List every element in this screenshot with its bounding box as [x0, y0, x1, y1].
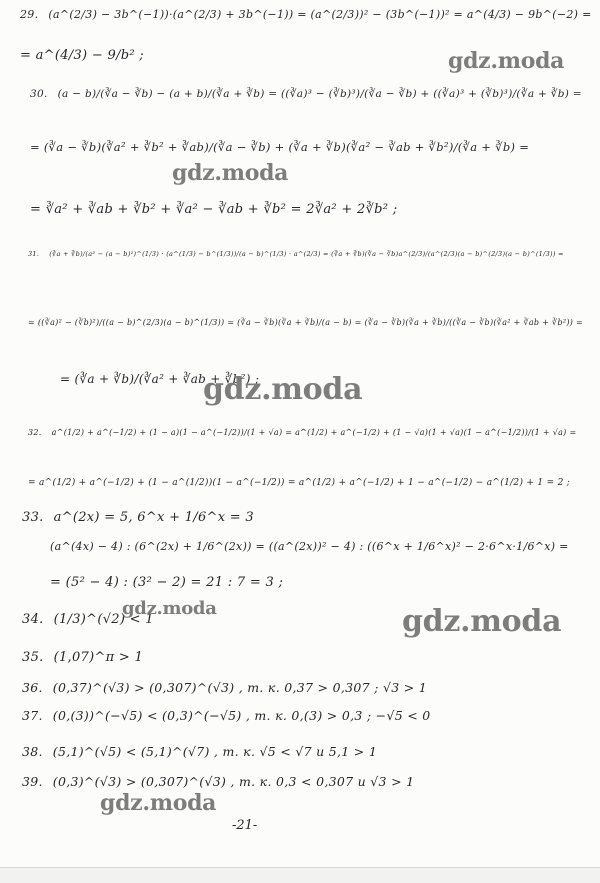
solution-line	[30, 202, 397, 217]
exercise-number: 33.	[22, 510, 44, 525]
math-expression: = ∛a² + ∛ab + ∛b² + ∛a² − ∛ab + ∛b² = 2∛a² + 2∛b² ;	[30, 202, 398, 217]
math-expression: (a − b)/(∛a − ∛b) − (a + b)/(∛a + ∛b) = ((∛a)³ − (∛b)³)/(∛a − ∛b) + ((∛a)³ + (∛b)³)/(∛a + ∛b) =	[57, 88, 582, 100]
exercise-number: 30.	[30, 88, 48, 100]
solution-line	[28, 428, 576, 437]
solution-line	[22, 774, 414, 789]
watermark: gdz.moda	[448, 48, 565, 74]
solution-line	[30, 140, 529, 154]
watermark: gdz.moda	[100, 790, 217, 816]
solution-line	[28, 250, 564, 258]
math-expression: = a^(1/2) + a^(−1/2) + (1 − a^(1/2))(1 − a^(−1/2)) = a^(1/2) + a^(−1/2) + 1 − a^(−1/2) − a^(1/2) + 1 = 2 ;	[28, 478, 571, 488]
scan-bottom-edge	[0, 868, 600, 883]
math-expression: (1/3)^(√2) < 1	[53, 612, 154, 627]
math-expression: (1,07)^π > 1	[53, 650, 144, 665]
math-expression: (a^(2/3) − 3b^(−1))·(a^(2/3) + 3b^(−1)) = (a^(2/3))² − (3b^(−1))² = a^(4/3) − 9b^(−2) =	[48, 8, 592, 21]
watermark: gdz.moda	[402, 604, 562, 639]
exercise-number: 29.	[20, 8, 39, 21]
watermark: gdz.moda	[203, 372, 363, 407]
solution-line	[28, 318, 583, 327]
solution-line	[22, 708, 431, 723]
solution-line	[30, 88, 582, 100]
math-expression: (0,37)^(√3) > (0,307)^(√3) , т. к. 0,37 > 0,307 ; √3 > 1	[52, 680, 428, 695]
math-expression: (∛a + ∛b)/(a² − (a − b)²)^(1/3) · (a^(1/3) − b^(1/3))/(a − b)^(1/3) · a^(2/3) = (∛a + ∛b)(∛a − ∛b)a^(2/3)/(a^(2/3)(a − b)^(2/3)(a − b)^(1/3)) =	[49, 250, 564, 258]
exercise-number: 36.	[22, 680, 43, 695]
math-expression: = (∛a + ∛b)/(∛a² + ∛ab + ∛b²) ;	[60, 372, 260, 386]
exercise-number: 39.	[22, 774, 43, 789]
exercise-number: 37.	[22, 708, 43, 723]
exercise-number: 34.	[22, 612, 44, 627]
math-expression: a^(1/2) + a^(−1/2) + (1 − a)(1 − a^(−1/2))/(1 + √a) = a^(1/2) + a^(−1/2) + (1 − √a)(1 + √a)(1 − a^(−1/2))/(1 + √a) =	[51, 428, 577, 437]
math-expression: = (∛a − ∛b)(∛a² + ∛b² + ∛ab)/(∛a − ∛b) + (∛a + ∛b)(∛a² − ∛ab + ∛b²)/(∛a + ∛b) =	[30, 140, 530, 154]
solution-line	[50, 575, 283, 590]
math-expression: (0,(3))^(−√5) < (0,3)^(−√5) , т. к. 0,(3) > 0,3 ; −√5 < 0	[52, 708, 431, 723]
watermark: gdz.moda	[122, 598, 217, 619]
math-expression: (5,1)^(√5) < (5,1)^(√7) , т. к. √5 < √7 и 5,1 > 1	[52, 744, 378, 759]
math-expression: = ((∛a)² − (∛b)²)/((a − b)^(2/3)(a − b)^(1/3)) = (∛a − ∛b)(∛a + ∛b)/(a − b) = (∛a − ∛b)(∛a + ∛b)/((∛a − ∛b)(∛a² + ∛ab + ∛b²)) =	[28, 318, 584, 327]
exercise-number: 31.	[28, 250, 40, 258]
solution-line	[22, 680, 427, 695]
math-expression: = a^(4/3) − 9/b² ;	[20, 48, 144, 63]
solution-line	[22, 510, 254, 525]
watermark: gdz.moda	[172, 160, 289, 186]
exercise-number: 32.	[28, 428, 42, 437]
math-expression: a^(2x) = 5, 6^x + 1/6^x = 3	[53, 510, 254, 525]
solution-line	[28, 478, 570, 488]
solution-line	[50, 540, 569, 553]
solution-line	[22, 744, 377, 759]
exercise-number: 38.	[22, 744, 43, 759]
solution-line	[20, 8, 592, 21]
solution-line	[20, 48, 144, 63]
exercise-number: 35.	[22, 650, 44, 665]
math-expression: = (5² − 4) : (3² − 2) = 21 : 7 = 3 ;	[50, 575, 284, 590]
math-expression: (a^(4x) − 4) : (6^(2x) + 1/6^(2x)) = ((a^(2x))² − 4) : ((6^x + 1/6^x)² − 2·6^x·1/6^x) =	[50, 540, 569, 553]
math-expression: (0,3)^(√3) > (0,307)^(√3) , т. к. 0,3 < 0,307 и √3 > 1	[52, 774, 415, 789]
solution-line	[22, 650, 143, 665]
page-number: -21-	[232, 818, 258, 833]
